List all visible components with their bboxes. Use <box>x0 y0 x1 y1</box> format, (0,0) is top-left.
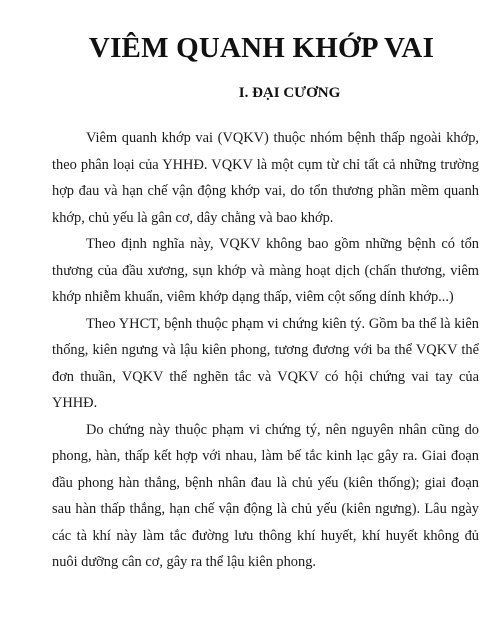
paragraph-2: Theo định nghĩa này, VQKV không bao gồm những bệnh có tổn thương của đầu xương, sụn khớp và màng hoạt dịch (chấn thương, viêm khớp nhiễm khuẩn, viêm khớp dạng thấp, viêm cột sống dính khớp...) <box>52 236 479 305</box>
document-title: VIÊM QUANH KHỚP VAI <box>88 32 435 64</box>
paragraph-4: Do chứng này thuộc phạm vi chứng tý, nên nguyên nhân cũng do phong, hàn, thấp kết hợp với nhau, làm bế tắc kinh lạc gây ra. Giai đoạn đầu phong hàn thắng, bệnh nhân đau là chủ yếu (kiên thống); giai đoạn sau hàn thấp thắng, hạn chế vận động là chủ yếu (kiên ngưng). Lâu ngày các tà khí này làm tắc đường lưu thông khí huyết, khí huyết không đủ nuôi dưỡng cân cơ, gây ra thể lậu kiên phong. <box>52 421 479 570</box>
paragraph-1: Viêm quanh khớp vai (VQKV) thuộc nhóm bệnh thấp ngoài khớp, theo phân loại của YHHĐ. VQKV là một cụm từ chỉ tất cả những trường hợp đau và hạn chế vận động khớp vai, do tổn thương phần mềm quanh khớp, chủ yếu là gân cơ, dây chằng và bao khớp. <box>52 130 479 226</box>
section-heading: I. ĐẠI CƯƠNG <box>238 85 341 101</box>
paragraph-3: Theo YHCT, bệnh thuộc phạm vi chứng kiên tý. Gồm ba thể là kiên thống, kiên ngưng và lậu kiên phong, tương đương với ba thể VQKV thể đơn thuần, VQKV thể nghẽn tắc và VQKV có hội chứng vai tay của YHHĐ. <box>52 315 479 411</box>
document-body <box>52 125 479 576</box>
